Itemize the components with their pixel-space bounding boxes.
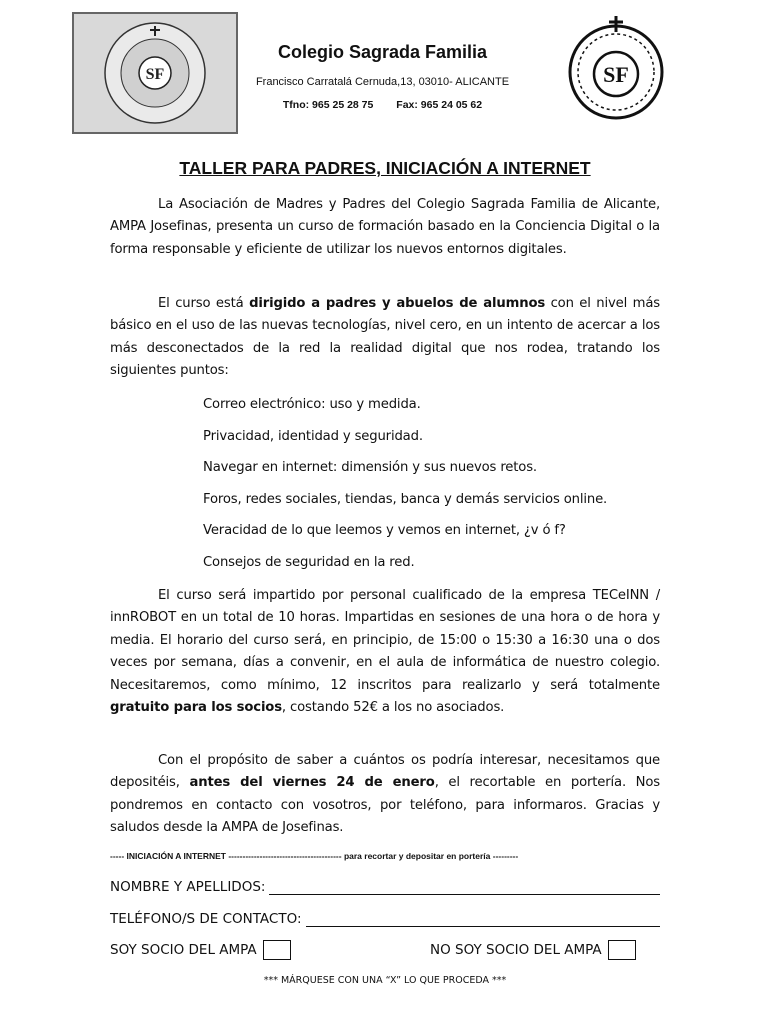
details-text-start: El curso será impartido por personal cualificado de la empresa TECeINN / innROBOT en un total de 10 horas. Impartidas en sesiones de una hora o de hora y media. El horario del curso será, en principio, de 15:00 o 15:30 a 16:30 una o dos veces por semana, días a convenir, en el aula de informática de nuestro colegio. Necesitaremos, como mínimo, 12 inscritos para realizarlo y será totalmente [110,588,660,693]
deadline-date: antes del viernes 24 de enero [189,775,435,791]
course-details-paragraph [110,585,660,719]
topic-item: Navegar en internet: dimensión y sus nuevos retos. [203,460,537,476]
topic-item: Foros, redes sociales, tiendas, banca y demás servicios online. [203,491,608,507]
audience-text-start: El curso está [158,296,250,311]
school-seal [560,14,672,124]
topic-list [203,394,673,584]
svg-text:SF: SF [603,62,629,87]
details-text-end: , costando 52€ a los no asociados. [281,700,505,716]
audience-paragraph [110,293,660,383]
topic-item: Veracidad de lo que leemos y vemos en internet, ¿v ó f? [203,523,566,539]
school-name: Colegio Sagrada Familia [277,42,488,62]
member-label: SOY SOCIO DEL AMPA [110,942,257,958]
non-member-label: NO SOY SOCIO DEL AMPA [430,942,602,958]
non-member-checkbox[interactable] [608,940,636,960]
cut-line: ----- INICIACIÓN A INTERNET ---------------------------------------- para recortar y depositar en portería --------- [110,851,519,861]
name-field[interactable] [269,878,660,895]
fax-number: Fax: 965 24 05 62 [396,99,483,111]
phone-label: TELÉFONO/S DE CONTACTO: [110,911,302,927]
contact-numbers [240,99,525,111]
instruction-note: *** MÁRQUESE CON UNA “X” LO QUE PROCEDA *** [263,975,507,986]
member-checkbox[interactable] [263,940,291,960]
deadline-text-start: Con el propósito de saber a cuántos os podría interesar, necesitamos que depositéis, [110,753,660,791]
document-title: TALLER PARA PADRES, INICIACIÓN A INTERNET [179,158,591,178]
deadline-paragraph [110,750,660,840]
svg-text:SF: SF [145,66,165,83]
member-option [110,940,291,960]
membership-options [110,940,660,964]
audience-text-end: con el nivel más básico en el uso de las nuevas tecnologías, nivel cero, en un intento de acercar a los más desconectados de la red la realidad digital que nos rodea, tratando los siguientes puntos: [110,296,660,379]
ampa-logo [72,12,238,134]
name-field-row [110,878,660,895]
topic-item: Correo electrónico: uso y medida. [203,397,421,412]
deadline-text-end: , el recortable en portería. Nos pondremos en contacto con vosotros, por teléfono, para informaros. Gracias y saludos desde la AMPA de Josefinas. [110,775,661,836]
phone-field[interactable] [306,910,660,927]
phone-number: Tfno: 965 25 28 75 [282,99,374,111]
topic-item: Privacidad, identidad y seguridad. [203,428,423,444]
intro-paragraph [110,194,660,261]
topic-item: Consejos de seguridad en la red. [203,554,415,570]
free-for-members: gratuito para los socios [110,700,282,716]
non-member-option [430,940,636,960]
audience-highlight: dirigido a padres y abuelos de alumnos [249,296,546,311]
intro-text: La Asociación de Madres y Padres del Colegio Sagrada Familia de Alicante, AMPA Josefinas, presenta un curso de formación basado en la Conciencia Digital o la forma responsable y eficiente de utilizar los nuevos entornos digitales. [110,197,660,257]
name-label: NOMBRE Y APELLIDOS: [110,879,266,895]
school-address: Francisco Carratalá Cernuda,13, 03010- ALICANTE [255,76,510,88]
phone-field-row [110,910,660,927]
